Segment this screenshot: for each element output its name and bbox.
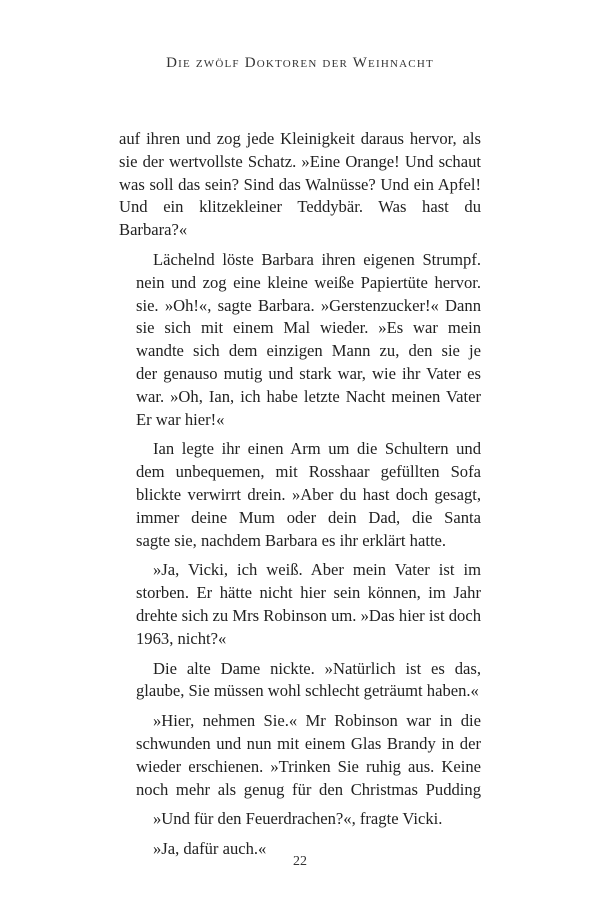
text-line: Barbara?« — [119, 220, 188, 240]
text-line: was soll das sein? Sind das Walnüsse? Und ein Apfel! — [119, 174, 481, 194]
paragraph — [119, 559, 481, 650]
text-line: auf ihren und zog jede Kleinigkeit daraus hervor, als — [119, 129, 481, 148]
text-line: sie der wertvollste Schatz. »Eine Orange! Und schaut — [119, 151, 481, 171]
body-text — [119, 128, 481, 868]
text-line: blickte verwirrt drein. »Aber du hast doch gesagt, — [136, 484, 481, 504]
paragraph — [119, 808, 481, 831]
paragraph — [119, 438, 481, 552]
text-line: nein und zog eine kleine weiße Papiertüte hervor. — [136, 272, 481, 292]
text-line: der genauso mutig und stark war, wie ihr Vater es — [136, 363, 481, 383]
paragraph — [119, 710, 481, 801]
paragraph — [119, 249, 481, 431]
text-line: storben. Er hätte nicht hier sein können, im Jahr — [136, 583, 481, 603]
text-line: Er war hier!« — [136, 409, 225, 429]
running-header: Die zwölf Doktoren der Weihnacht — [166, 55, 434, 71]
text-line: »Ja, Vicki, ich weiß. Aber mein Vater ist im — [153, 560, 481, 580]
text-line: wieder erschienen. »Trinken Sie ruhig aus. Keine — [136, 756, 481, 776]
text-line: noch mehr als genug für den Christmas Pudding — [136, 779, 481, 799]
text-line: Die alte Dame nickte. »Natürlich ist es das, — [153, 658, 481, 678]
text-line: »Hier, nehmen Sie.« Mr Robinson war in die — [153, 711, 481, 731]
page-number: 22 — [293, 854, 307, 869]
paragraph — [119, 128, 481, 242]
text-line: 1963, nicht?« — [136, 628, 227, 648]
text-line: sie sich mit einem Mal wieder. »Es war mein — [136, 318, 481, 338]
text-line: Ian legte ihr einen Arm um die Schultern und — [153, 439, 481, 459]
text-line: »Ja, dafür auch.« — [153, 839, 267, 859]
text-line: war. »Oh, Ian, ich habe letzte Nacht meinen Vater — [136, 386, 481, 406]
text-line: glaube, Sie müssen wohl schlecht geträumt haben.« — [136, 681, 479, 701]
text-line: immer deine Mum oder dein Dad, die Santa — [136, 507, 481, 527]
text-line: schwunden und nun mit einem Glas Brandy in der — [136, 733, 481, 753]
text-line: sie. »Oh!«, sagte Barbara. »Gerstenzucker!« Dann — [136, 295, 481, 315]
paragraph — [119, 658, 481, 704]
text-line: Lächelnd löste Barbara ihren eigenen Strumpf. — [153, 249, 481, 269]
text-line: sagte sie, nachdem Barbara es ihr erklärt hatte. — [136, 530, 447, 550]
text-line: wandte sich dem einzigen Mann zu, den sie je — [136, 341, 481, 361]
text-line: dem unbequemen, mit Rosshaar gefüllten Sofa — [136, 462, 481, 482]
text-line: drehte sich zu Mrs Robinson um. »Das hier ist doch — [136, 605, 481, 625]
text-line: Und ein klitzekleiner Teddybär. Was hast du — [119, 197, 481, 217]
text-line: »Und für den Feuerdrachen?«, fragte Vicki. — [153, 809, 443, 829]
